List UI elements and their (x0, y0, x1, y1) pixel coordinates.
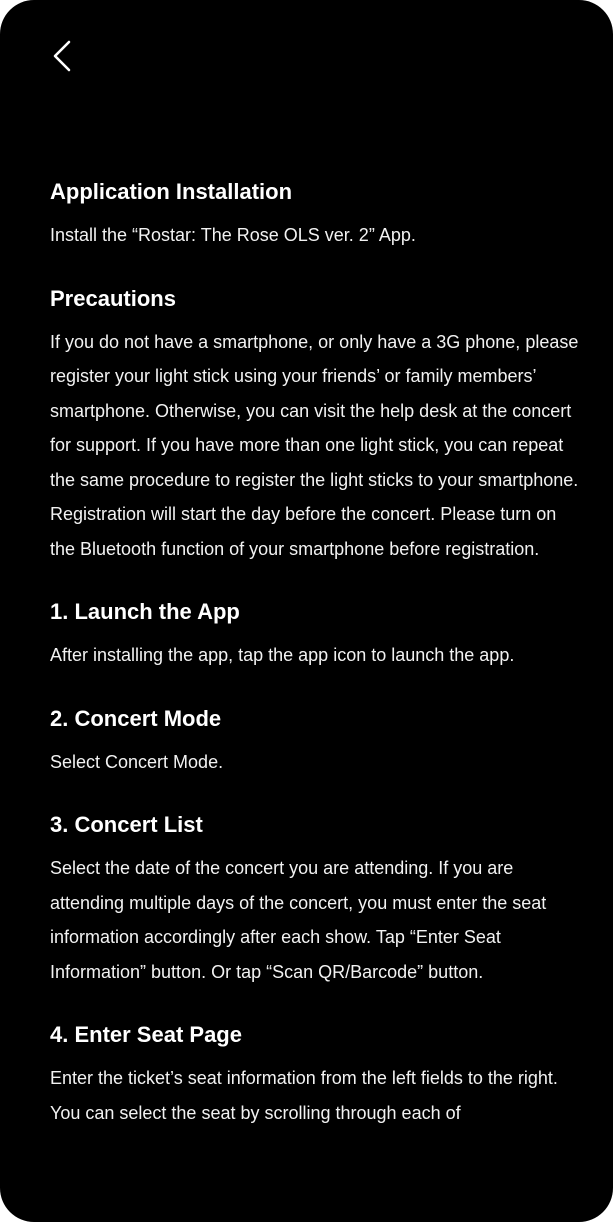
instructions-content[interactable] (50, 170, 580, 1130)
section-application-installation (50, 170, 580, 253)
section-title: 2. Concert Mode (50, 705, 222, 731)
section-launch-app (50, 590, 580, 673)
back-button[interactable] (42, 34, 82, 78)
section-title: 4. Enter Seat Page (50, 1022, 242, 1047)
section-body: If you do not have a smartphone, or only have a 3G phone, please register your light stick using your friends’ or family members’ smartphone. Otherwise, you can visit the help desk at the concert for support. If you have more than one light stick, you can repeat the same procedure to register the light sticks to your smartphone. Registration will start the day before the concert. Please turn on the Bluetooth function of your smartphone before registration. (50, 331, 579, 559)
section-concert-mode (50, 697, 580, 780)
section-body: Select Concert Mode. (50, 751, 224, 772)
section-title: Precautions (50, 285, 176, 311)
section-body: Enter the ticket’s seat information from the left fields to the right. You can select the seat by scrolling through each of (50, 1068, 558, 1123)
section-title: 3. Concert List (50, 812, 203, 837)
section-body: Select the date of the concert you are attending. If you are attending multiple days of the concert, you must enter the seat information accordingly after each show. Tap “Enter Seat Information” button. Or tap “Scan QR/Barcode” button. (50, 858, 547, 982)
section-body: Install the “Rostar: The Rose OLS ver. 2” App. (50, 225, 416, 245)
section-precautions (50, 277, 580, 567)
section-title: 1. Launch the App (50, 599, 240, 624)
section-concert-list (50, 803, 580, 989)
chevron-left-icon (50, 38, 74, 74)
section-body: After installing the app, tap the app icon to launch the app. (50, 645, 515, 665)
section-enter-seat-page (50, 1013, 580, 1130)
section-title: Application Installation (50, 179, 293, 204)
